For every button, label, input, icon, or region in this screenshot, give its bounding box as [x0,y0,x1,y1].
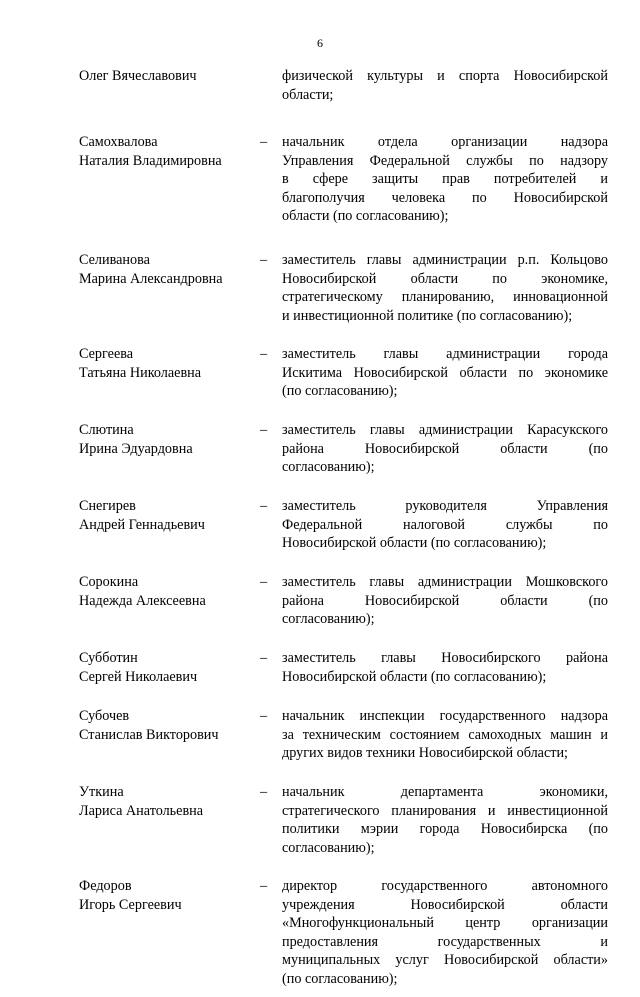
member-name [79,251,254,288]
member-position [282,707,608,763]
position-line: муниципальных услуг Новосибирской области» [282,952,608,969]
member-position [282,573,608,629]
position-line: Управления Федеральной службы по надзору [282,152,608,169]
member-given-names: Станислав Викторович [79,726,219,743]
dash-separator: – [260,708,268,724]
position-line: согласованию); [282,459,375,476]
member-entry [0,133,640,237]
position-line: «Многофункциональный центр организации [282,915,608,932]
member-name [79,133,254,170]
member-surname: Селиванова [79,252,150,268]
member-position [282,67,608,104]
member-name [79,783,254,820]
dash-separator: – [260,650,268,666]
member-surname: Субочев [79,708,130,724]
dash-separator: – [260,784,268,800]
member-entry [0,877,640,997]
member-entry [0,783,640,863]
member-surname: Федоров [79,878,132,894]
page-number: 6 [317,36,323,50]
position-line: заместитель главы администрации Мошковского [282,574,608,590]
member-position [282,251,608,325]
position-line: за техническим состоянием самоходных машин и [282,726,608,743]
member-position [282,649,608,686]
member-name [79,67,254,86]
member-name-line: Олег Вячеславович [79,68,197,84]
position-line: области; [282,86,334,103]
member-surname: Снегирев [79,498,136,514]
member-position [282,497,608,553]
position-line: начальник инспекции государственного надзора [282,708,608,724]
member-name [79,345,254,382]
member-surname: Уткина [79,784,124,800]
position-line: согласованию); [282,839,375,856]
member-given-names: Наталия Владимировна [79,152,222,169]
position-line: области (по согласованию); [282,208,449,225]
member-given-names: Татьяна Николаевна [79,364,202,381]
position-line: заместитель главы администрации р.п. Кольцово [282,252,608,268]
member-given-names: Андрей Геннадьевич [79,516,205,533]
position-line: и инвестиционной политике (по согласованию); [282,307,573,324]
member-surname: Сергеева [79,346,134,362]
position-line: (по согласованию); [282,383,398,400]
position-line: Искитима Новосибирской области по экономике [282,364,608,381]
position-line: политики мэрии города Новосибирска (по [282,821,608,838]
member-surname: Субботин [79,650,138,666]
member-name [79,707,254,744]
position-line: начальник отдела организации надзора [282,134,608,150]
dash-separator: – [260,134,268,150]
member-name [79,649,254,686]
dash-separator: – [260,878,268,894]
position-line: Новосибирской области (по согласованию); [282,668,547,685]
position-line: стратегическому планированию, инновационной [282,289,608,306]
member-entry [0,707,640,769]
position-line: заместитель главы администрации города [282,346,608,362]
dash-separator: – [260,252,268,268]
position-line: других видов техники Новосибирской области; [282,745,568,762]
dash-separator: – [260,422,268,438]
position-line: учреждения Новосибирской области [282,896,608,913]
member-name [79,497,254,534]
member-entry [0,67,640,119]
position-line: в сфере защиты прав потребителей и [282,171,608,188]
member-surname: Самохвалова [79,134,158,150]
member-name [79,573,254,610]
member-position [282,133,608,226]
dash-separator: – [260,574,268,590]
position-line: Новосибирской области (по согласованию); [282,535,547,552]
member-name [79,877,254,914]
dash-separator: – [260,346,268,362]
position-line: начальник департамента экономики, [282,784,608,800]
position-line: заместитель главы администрации Карасукского [282,422,608,438]
member-given-names: Марина Александровна [79,270,223,287]
position-line: благополучия человека по Новосибирской [282,189,608,206]
position-line: физической культуры и спорта Новосибирской [282,68,608,84]
position-line: заместитель руководителя Управления [282,498,608,514]
position-line: заместитель главы Новосибирского района [282,650,608,666]
position-line: директор государственного автономного [282,878,608,894]
member-given-names: Лариса Анатольевна [79,802,204,819]
position-line: стратегического планирования и инвестиционной [282,802,608,819]
member-surname: Слютина [79,422,134,438]
member-entry [0,497,640,559]
position-line: Новосибирской области по экономике, [282,270,608,287]
member-position [282,421,608,477]
position-line: района Новосибирской области (по [282,592,608,609]
member-position [282,345,608,401]
member-position [282,877,608,989]
member-entry [0,573,640,635]
position-line: предоставления государственных и [282,933,608,950]
position-line: Федеральной налоговой службы по [282,516,608,533]
member-entry [0,345,640,407]
dash-separator: – [260,498,268,514]
position-line: района Новосибирской области (по [282,440,608,457]
position-line: согласованию); [282,611,375,628]
member-entry [0,251,640,331]
member-entry [0,421,640,483]
member-surname: Сорокина [79,574,139,590]
member-name [79,421,254,458]
member-given-names: Ирина Эдуардовна [79,440,193,457]
member-given-names: Игорь Сергеевич [79,896,182,913]
member-given-names: Сергей Николаевич [79,668,198,685]
member-entry [0,649,640,693]
member-given-names: Надежда Алексеевна [79,592,206,609]
member-position [282,783,608,857]
position-line: (по согласованию); [282,970,398,987]
